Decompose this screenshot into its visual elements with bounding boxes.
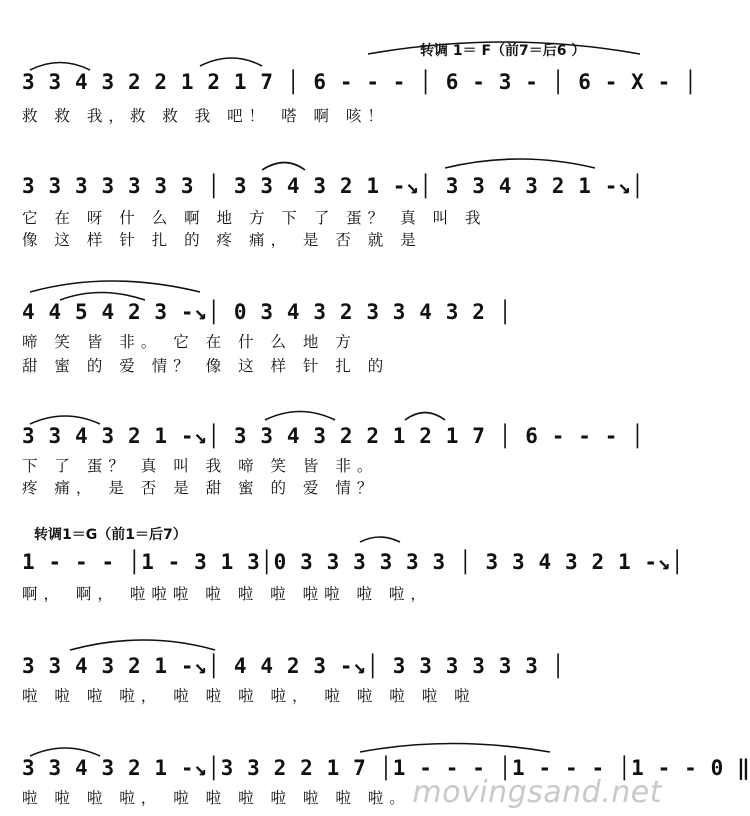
lyrics-line-4-verse-1: 下 了 蛋？ 真 叫 我 啼 笑 皆 非。 (22, 457, 379, 475)
notes-line-7: 3 3 4 3 2 1 -↘│3 3 2 2 1 7 │1 - - - │1 - - - │1 - - 0 ‖ (22, 756, 750, 780)
notes-line-4: 3 3 4 3 2 1 -↘│ 3 3 4 3 2 2 1 2 1 7 │ 6 - - - │ (22, 424, 645, 448)
staff-line-5 (0, 510, 685, 620)
notes-line-2: 3 3 3 3 3 3 3 │ 3 3 4 3 2 1 -↘│ 3 3 4 3 2 1 -↘│ (22, 174, 645, 198)
notes-line-3: 4 4 5 4 2 3 -↘│ 0 3 4 3 2 3 3 4 3 2 │ (22, 300, 512, 324)
lyrics-line-2-verse-2: 像 这 样 针 扎 的 疼 痛， 是 否 就 是 (22, 231, 422, 249)
staff-line-4 (0, 390, 672, 510)
lyrics-line-5-verse-1: 啊， 啊， 啦啦啦 啦 啦 啦 啦啦 啦 啦， (22, 585, 432, 603)
lyrics-line-3-verse-1: 啼 笑 皆 非。 它 在 什 么 地 方 (22, 333, 357, 351)
lyrics-line-6-verse-1: 啦 啦 啦 啦， 啦 啦 啦 啦， 啦 啦 啦 啦 啦 (22, 687, 476, 705)
modulation-mark-1: 转调 1＝ F（前7＝后6 ） (420, 43, 586, 59)
notes-line-1: 3 3 4 3 2 2 1 2 1 7 │ 6 - - - │ 6 - 3 - │ 6 - X - │ (22, 70, 698, 94)
staff-line-6 (0, 620, 672, 720)
notes-line-5: 1 - - - │1 - 3 1 3│0 3 3 3 3 3 3 │ 3 3 4 3 2 1 -↘│ (22, 550, 685, 574)
staff-line-3 (0, 260, 672, 390)
notes-line-6: 3 3 4 3 2 1 -↘│ 4 4 2 3 -↘│ 3 3 3 3 3 3 │ (22, 654, 565, 678)
lyrics-line-2-verse-1: 它 在 呀 什 么 啊 地 方 下 了 蛋？ 真 叫 我 (22, 209, 487, 227)
modulation-mark-2: 转调1＝G（前1＝后7） (34, 527, 187, 543)
lyrics-line-4-verse-2: 疼 痛， 是 否 是 甜 蜜 的 爱 情？ (22, 479, 379, 497)
lyrics-line-7-verse-1: 啦 啦 啦 啦， 啦 啦 啦 啦 啦 啦 啦。 (22, 789, 411, 807)
lyrics-line-1-verse-1: 救 救 我，救 救 我 吧！ 嗒 啊 咳！ (22, 107, 389, 125)
staff-line-1 (0, 0, 698, 130)
lyrics-line-3-verse-2: 甜 蜜 的 爱 情？ 像 这 样 针 扎 的 (22, 357, 390, 375)
watermark: movingsand.net (412, 775, 662, 810)
staff-line-2 (0, 130, 672, 260)
